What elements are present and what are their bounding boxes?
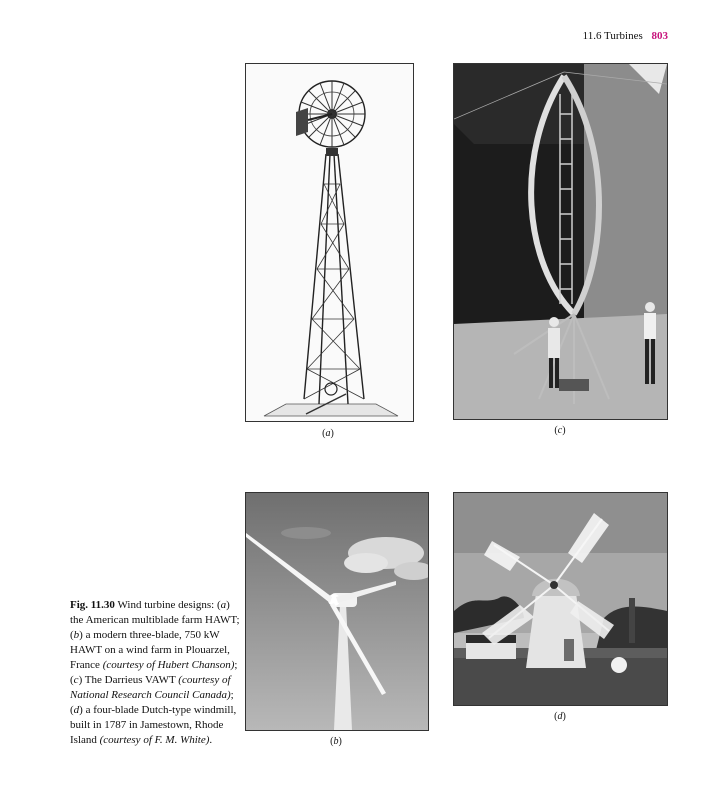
figure-b-three-blade-hawt: [245, 492, 429, 731]
credit-white: (courtesy of F. M. White): [99, 734, 210, 746]
dutch-windmill-photo: [454, 493, 667, 705]
figure-label-a: ( a ): [308, 428, 348, 439]
three-blade-hawt-photo: [246, 493, 428, 730]
figure-caption: Fig. 11.30 Wind turbine designs: (a) the American multiblade farm HAWT; (b) a modern three-blade, 750 kW HAWT on a wind farm in Plouarzel, France (courtesy of Hubert Chanson); (c) The Darrieus VAWT (courtesy of National Research Council Canada); (d) a four-blade Dutch-type windmill, built in 1787 in Jamestown, Rhode Island (courtesy of F. M. White).: [70, 599, 240, 746]
credit-nrc-canada: (courtesy of National Research Council Canada): [70, 674, 231, 701]
running-header: [583, 30, 668, 42]
figure-label-c: ( c ): [540, 425, 580, 436]
credit-chanson: (courtesy of Hubert Chanson): [102, 659, 235, 671]
figure-c-darrieus-vawt: [453, 63, 668, 420]
multiblade-windmill-drawing: [246, 64, 413, 421]
figure-d-dutch-windmill: [453, 492, 668, 706]
section-title: 11.6 Turbines: [582, 30, 643, 42]
figure-label-d: ( d ): [540, 711, 580, 722]
figure-number: Fig. 11.30: [70, 599, 115, 611]
darrieus-vawt-photo: [454, 64, 667, 419]
figure-a-multiblade-windmill: [245, 63, 414, 422]
figure-label-b: ( b ): [316, 736, 356, 747]
page-number: 803: [651, 30, 668, 42]
